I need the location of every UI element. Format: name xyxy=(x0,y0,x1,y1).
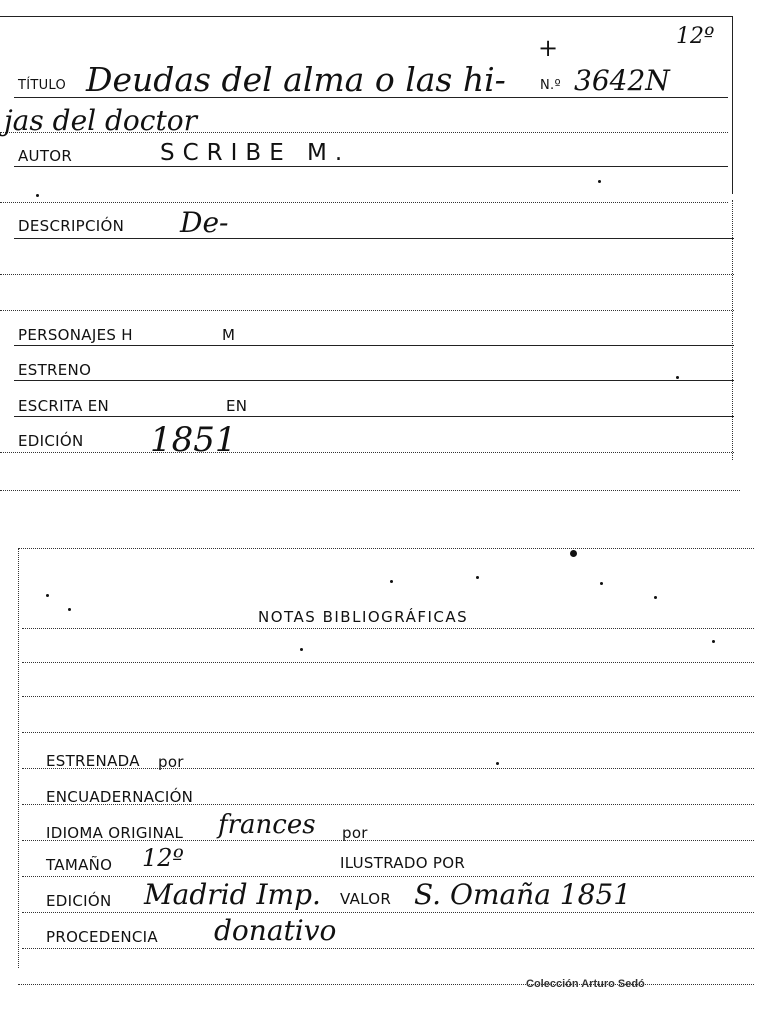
label-personajes-m: M xyxy=(222,326,236,344)
card-bottom-border xyxy=(0,490,740,491)
label-numero: N.º xyxy=(540,78,561,93)
line-edicion-back xyxy=(22,912,754,913)
label-estrenada: ESTRENADA xyxy=(46,752,140,770)
label-idioma-original: IDIOMA ORIGINAL xyxy=(46,824,184,842)
notes-line-1 xyxy=(22,628,754,629)
handwritten-edicion: 1851 xyxy=(150,420,237,460)
label-descripcion: DESCRIPCIÓN xyxy=(18,217,125,235)
handwritten-procedencia: donativo xyxy=(214,914,337,947)
handwritten-idioma: frances xyxy=(218,810,316,840)
handwritten-titulo-line2: jas del doctor xyxy=(4,104,197,137)
catalog-card-front xyxy=(0,0,740,492)
speck xyxy=(390,580,393,583)
speck xyxy=(36,194,39,197)
handwritten-edicion-lugar: Madrid Imp. xyxy=(144,878,321,911)
label-idioma-por: por xyxy=(342,824,368,842)
handwritten-titulo-line1: Deudas del alma o las hi- xyxy=(86,60,506,99)
label-autor: AUTOR xyxy=(18,147,73,165)
section-heading: NOTAS BIBLIOGRÁFICAS xyxy=(258,608,469,626)
label-tamano: TAMAÑO xyxy=(46,856,113,874)
speck xyxy=(68,608,71,611)
line-estreno xyxy=(14,380,734,381)
label-personajes-h: PERSONAJES H xyxy=(18,326,133,344)
handwritten-valor: S. Omaña 1851 xyxy=(414,878,632,911)
speck xyxy=(300,648,303,651)
label-titulo: TÍTULO xyxy=(18,78,67,93)
handwritten-descripcion: De- xyxy=(180,206,229,239)
label-valor: VALOR xyxy=(340,890,392,908)
handwritten-corner-number: 12º xyxy=(676,24,715,49)
speck xyxy=(570,550,577,557)
label-ilustrado-por: ILUSTRADO POR xyxy=(340,854,466,872)
line-blank-2 xyxy=(0,274,734,275)
catalog-card-back xyxy=(18,548,758,988)
card-right-border xyxy=(732,16,733,194)
line-tamano xyxy=(22,876,754,877)
label-encuadernacion: ENCUADERNACIÓN xyxy=(46,788,194,806)
handwritten-numero: 3642N xyxy=(574,64,670,97)
speck xyxy=(598,180,601,183)
speck xyxy=(496,762,499,765)
line-autor xyxy=(14,166,728,167)
line-personajes xyxy=(14,345,734,346)
collection-stamp: Colección Arturo Sedó xyxy=(526,978,645,990)
line-blank-3 xyxy=(0,310,734,311)
label-estreno: ESTRENO xyxy=(18,361,92,379)
line-edicion xyxy=(0,452,734,453)
card-top-border xyxy=(18,548,754,549)
handwritten-tamano: 12º xyxy=(142,844,184,872)
label-escrita-en: ESCRITA EN xyxy=(18,397,110,415)
line-escrita xyxy=(14,416,734,417)
handwritten-plus: + xyxy=(538,34,559,62)
label-procedencia: PROCEDENCIA xyxy=(46,928,158,946)
speck xyxy=(654,596,657,599)
line-descripcion xyxy=(14,238,734,239)
notes-line-3 xyxy=(22,696,754,697)
card-right-border-lower xyxy=(732,200,733,460)
line-blank-1 xyxy=(0,202,728,203)
label-estrenada-por: por xyxy=(158,753,184,771)
speck xyxy=(476,576,479,579)
notes-line-2 xyxy=(22,662,754,663)
handwritten-autor: SCRIBE M. xyxy=(160,140,351,166)
label-edicion: EDICIÓN xyxy=(18,432,84,450)
notes-line-4 xyxy=(22,732,754,733)
speck xyxy=(676,376,679,379)
speck xyxy=(712,640,715,643)
speck xyxy=(46,594,49,597)
label-edicion-back: EDICIÓN xyxy=(46,892,112,910)
speck xyxy=(600,582,603,585)
card-top-border xyxy=(0,16,732,17)
card-left-border xyxy=(18,548,19,968)
label-en: EN xyxy=(226,397,248,415)
line-procedencia xyxy=(22,948,754,949)
